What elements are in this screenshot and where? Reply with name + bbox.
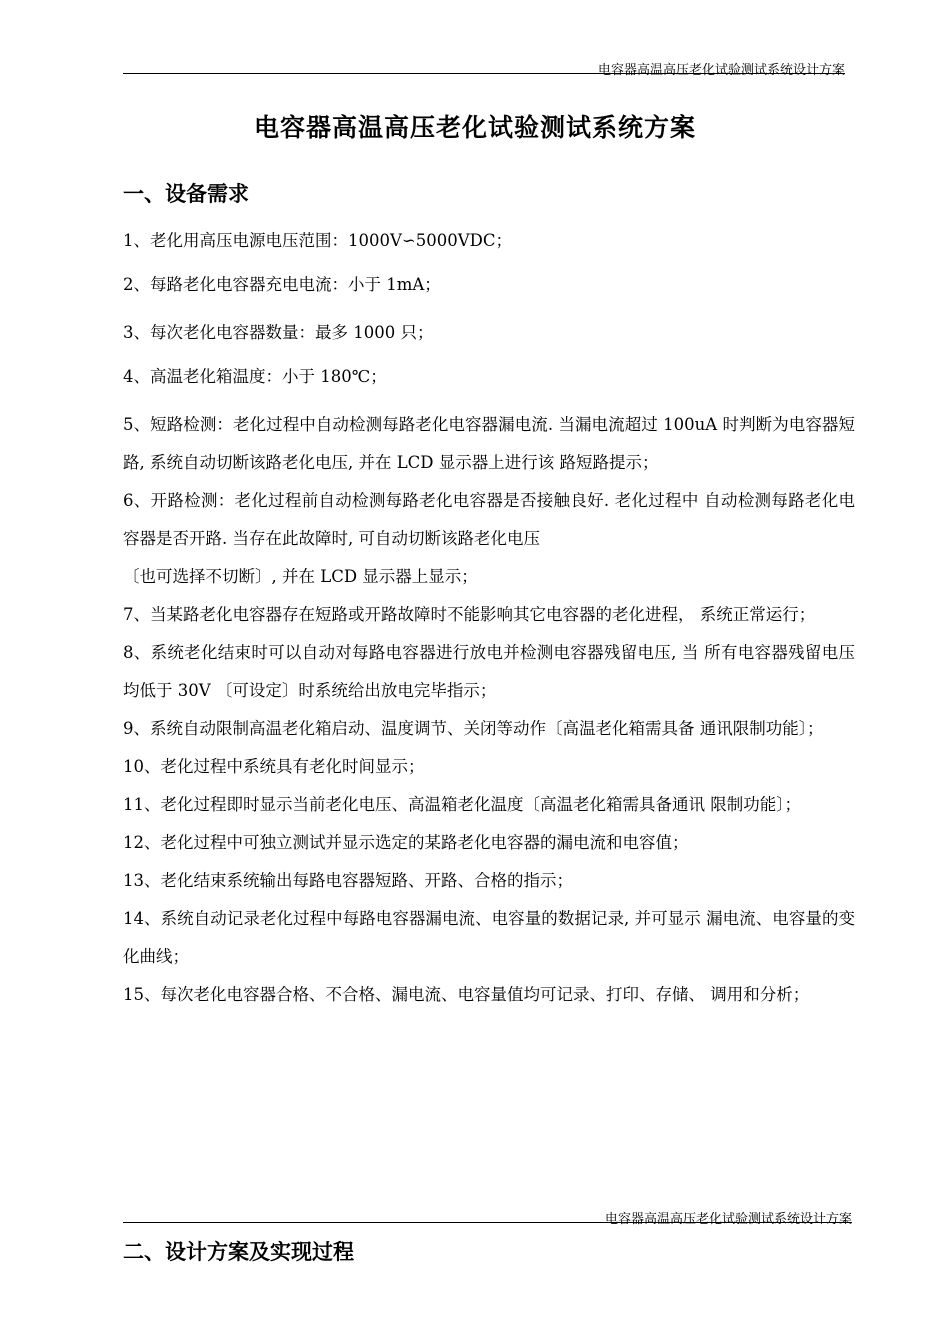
section-heading-design: 二、设计方案及实现过程	[123, 1239, 354, 1264]
list-item: 14、系统自动记录老化过程中每路电容器漏电流、电容量的数据记录, 并可显示 漏电流、电容量的变化曲线；	[123, 909, 855, 966]
header-running-title: 电容器高温高压老化试验测试系统设计方案	[597, 63, 845, 78]
footer-rule	[123, 1222, 852, 1223]
list-item: 9、系统自动限制高温老化箱启动、温度调节、关闭等动作〔高温老化箱需具备 通讯限制功能〕；	[123, 719, 824, 738]
list-item: 4、高温老化箱温度：小于 180℃；	[123, 367, 387, 386]
list-item: 3、每次老化电容器数量：最多 1000 只；	[123, 323, 434, 342]
requirements-list	[123, 222, 855, 1014]
section-heading-requirements: 一、设备需求	[123, 181, 249, 206]
list-item: 〔也可选择不切断〕, 并在 LCD 显示器上显示；	[123, 567, 478, 586]
list-item: 12、老化过程中可独立测试并显示选定的某路老化电容器的漏电流和电容值；	[123, 833, 689, 852]
list-item: 15、每次老化电容器合格、不合格、漏电流、电容量值均可记录、打印、存储、 调用和分析；	[123, 985, 810, 1004]
header-rule	[123, 73, 845, 74]
list-item: 1、老化用高压电源电压范围：1000V∽5000VDC；	[123, 231, 512, 250]
list-item: 5、短路检测：老化过程中自动检测每路老化电容器漏电流. 当漏电流超过 100uA 时判断为电容器短路, 系统自动切断该路老化电压, 并在 LCD 显示器上进行该 路短路提示；	[123, 415, 855, 472]
list-item: 13、老化结束系统输出每路电容器短路、开路、合格的指示；	[123, 871, 573, 890]
document-title: 电容器高温高压老化试验测试系统方案	[253, 113, 696, 142]
list-item: 8、系统老化结束时可以自动对每路电容器进行放电并检测电容器残留电压, 当 所有电容器残留电压均低于 30V 〔可设定〕时系统给出放电完毕指示；	[123, 643, 855, 700]
list-item: 2、每路老化电容器充电电流：小于 1mA；	[123, 275, 441, 294]
list-item: 6、开路检测：老化过程前自动检测每路老化电容器是否接触良好. 老化过程中 自动检测每路老化电容器是否开路. 当存在此故障时, 可自动切断该路老化电压	[123, 491, 855, 548]
list-item: 10、老化过程中系统具有老化时间显示；	[123, 757, 425, 776]
list-item: 7、当某路老化电容器存在短路或开路故障时不能影响其它电容器的老化进程， 系统正常运行；	[123, 605, 816, 624]
list-item: 11、老化过程即时显示当前老化电压、高温箱老化温度〔高温老化箱需具备通讯 限制功能〕；	[123, 795, 801, 814]
footer-running-title: 电容器高温高压老化试验测试系统设计方案	[604, 1212, 852, 1227]
